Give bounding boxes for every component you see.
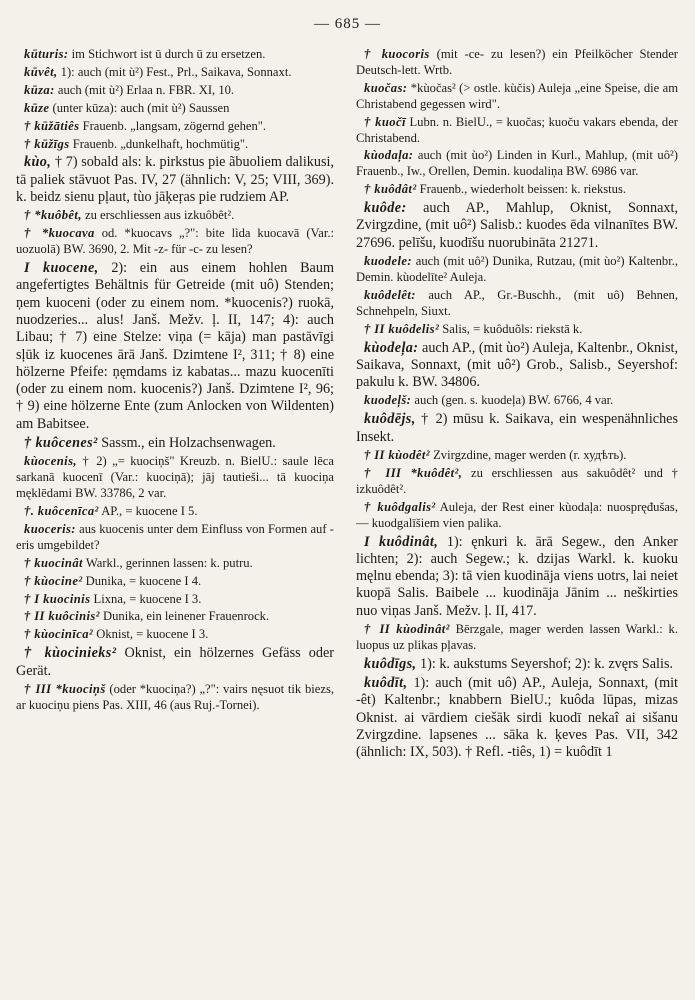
dictionary-entry <box>16 119 334 135</box>
entry-headword: † II kùodinât² <box>364 621 450 636</box>
entry-headword: kuodeļš: <box>364 393 412 408</box>
dictionary-entry <box>16 65 334 81</box>
entry-headword: † I kuocinis <box>24 591 91 606</box>
entry-text: 1): ęnkuri k. ārā Segew., den Anker lichten; 2): auch Segew.; k. dzijas Warkl. k. kuoku męlnu ebenda; 3): tā vien kuodināja viens uotrs, lai neiet kuopā Salis. Baibele ... kuodināja Jānim ... neškirties nuo viņas Janš. Mežv. ļ. II, 417. <box>356 533 678 619</box>
entry-text: Lixna, = kuocene I 3. <box>90 591 202 606</box>
entry-headword: kuočas: <box>364 80 408 95</box>
dictionary-entry <box>356 340 678 392</box>
dictionary-entry <box>16 154 334 206</box>
dictionary-entry <box>16 522 334 554</box>
entry-headword: I kuocene, <box>24 260 99 277</box>
dictionary-entry <box>16 260 334 433</box>
dictionary-entry <box>356 500 678 532</box>
entry-text: Warkl., gerinnen lassen: k. putru. <box>82 555 253 570</box>
entry-headword: kuôdīgs, <box>364 655 417 672</box>
dictionary-entry <box>356 254 678 286</box>
dictionary-entry <box>356 148 678 180</box>
entry-headword: † II kuôdelis² <box>364 321 440 336</box>
entry-headword: I kuôdinât, <box>364 533 439 550</box>
entry-text: auch (gen. s. kuodeļa) BW. 6766, 4 var. <box>411 393 614 408</box>
entry-text: zu erschliessen aus izkuôbêt². <box>81 208 235 223</box>
entry-text: (oder *kuociņa?) „?": vairs nęsuot tik biezs, ar kuociņu piens Pas. XIII, 46 (aus Ruj.-Tornei). <box>16 681 334 712</box>
entry-headword: kùocenis, <box>24 454 77 469</box>
entry-headword: kūvêt, <box>24 64 58 79</box>
page-number: — 685 — <box>314 16 381 32</box>
dictionary-entry <box>356 656 678 673</box>
entry-text: † 2) mūsu k. Saikava, ein wespenähnliches Insekt. <box>356 411 678 445</box>
left-column <box>16 47 334 992</box>
entry-headword: † II kuôcinis² <box>24 609 100 624</box>
dictionary-entry <box>16 574 334 590</box>
entry-headword: † kuocinât <box>24 555 83 570</box>
dictionary-entry <box>356 622 678 654</box>
dictionary-entry <box>16 208 334 224</box>
entry-text: auch (mit uô²) Dunika, Rutzau, (mit ùo²) Kaltenbr., Demin. kùodelīte² Auleja. <box>356 254 678 284</box>
entry-headword: † kuočī <box>364 114 406 129</box>
entry-headword: † kūžīgs <box>24 136 70 151</box>
dictionary-entry <box>16 454 334 502</box>
entry-headword: kuôdējs, <box>364 411 416 428</box>
entry-text: auch (mit ùo²) Linden in Kurl., Mahlup, (mit uô²) Frauenb., Iw., Orellen, Demin. kuodaliņa BW. 6986 var. <box>356 148 678 179</box>
entry-text: Auleja, der Rest einer kùodaļa: nuospręđušas, — kuodgalīšiem vien palika. <box>356 499 678 530</box>
dictionary-entry <box>16 435 334 452</box>
entry-text: Lubn. n. BielU., = kuočas; kuoču vakars ebenda, der Christabend. <box>356 114 678 145</box>
entry-headword: kùodaļa: <box>364 148 414 163</box>
entry-headword: † kuôcenes² <box>24 435 98 452</box>
dictionary-entry <box>356 288 678 320</box>
dictionary-entry <box>356 393 678 409</box>
dictionary-entry <box>16 101 334 117</box>
entry-text: Oknist, = kuocene I 3. <box>93 627 209 642</box>
entry-headword: kuôde: <box>364 200 407 217</box>
entry-headword: † kùocine² <box>24 573 83 588</box>
entry-text: Sassm., ein Holzachsenwagen. <box>97 435 276 452</box>
entry-headword: † kùocinīca² <box>24 627 94 642</box>
entry-text: Frauenb. „langsam, zögernd gehen". <box>79 118 267 133</box>
entry-headword: † III *kuôdêt², <box>364 465 463 480</box>
entry-headword: kūze <box>24 100 50 115</box>
entry-headword: kùodeļa: <box>364 339 419 356</box>
dictionary-entry <box>16 137 334 153</box>
entry-text: Salis, = kuôduõls: riekstā k. <box>439 321 583 336</box>
dictionary-entry <box>356 182 678 198</box>
entry-text: Dunika, ein leinener Frauenrock. <box>99 609 270 624</box>
entry-text: *kùočas² (> ostle. kùčis) Auleja „eine Speise, die am Christabend gegessen wird". <box>356 80 678 111</box>
entry-headword: † kuôdgalis² <box>364 499 436 514</box>
entry-text: od. *kuocavs „?": bite lìda kuocavā (Var.: uozuolā) BW. 3690, 2. Mit -z- für -c- zu lesen? <box>16 226 334 257</box>
entry-text: † 7) sobald als: k. pirkstus pie ãbuoliem dalikusi, tā paliek stāvuot Pas. IV, 27 (ähnlich: V, 25; VIII, 369). k. beidz sienu pļaut, tùo jāķeŗas pie rudziem AP. <box>16 154 334 206</box>
entry-headword: † kùocinieks² <box>24 645 117 662</box>
dictionary-entry <box>16 504 334 520</box>
dictionary-entry <box>356 466 678 498</box>
right-column <box>356 47 678 992</box>
entry-text: Bērzgale, mager werden lassen Warkl.: k. luopus uz plikas pļavas. <box>356 621 678 652</box>
entry-text: Oknist, ein hölzernes Gefäss oder Gerät. <box>16 645 334 679</box>
dictionary-entry <box>356 534 678 620</box>
entry-headword: kūza: <box>24 82 55 97</box>
entry-text: AP., = kuocene I 5. <box>98 504 198 519</box>
dictionary-entry <box>16 83 334 99</box>
dictionary-entry <box>16 592 334 608</box>
entry-headword: † kuocoris <box>364 47 430 61</box>
entry-text: aus kuocenis unter dem Einfluss von Formen auf -eris umgebildet? <box>16 521 334 552</box>
entry-text: Frauenb. „dunkelhaft, hochmütig". <box>69 136 249 151</box>
entry-text: (unter kūza): auch (mit ù²) Saussen <box>49 100 230 115</box>
entry-headword: † kūžātiês <box>24 118 80 133</box>
dictionary-entry <box>16 226 334 258</box>
dictionary-entry <box>16 556 334 572</box>
entry-headword: † II kùodêt² <box>364 447 430 462</box>
entry-text: auch (mit ù²) Erlaa n. FBR. XI, 10. <box>54 82 235 97</box>
entry-text: 1): auch (mit ù²) Fest., Prl., Saikava, Sonnaxt. <box>57 64 292 79</box>
dictionary-entry <box>16 627 334 643</box>
entry-headword: kūturis: <box>24 47 69 61</box>
entry-text: † 2) „= kuociņš" Kreuzb. n. BielU.: saule lēca sarkanā kuocenī (Var.: kuociņā); jāj tautieši... tā kuociņa męklēdami BW. 33786, 2 var. <box>16 454 334 501</box>
entry-text: auch AP., Gr.-Buschh., (mit uô) Behnen, Schnehpeln, Siuxt. <box>356 287 678 318</box>
entry-headword: † kuôdât² <box>364 182 417 197</box>
entry-text: 2): ein aus einem hohlen Baum angefertigtes Behältnis für Getreide (mit uô) Stenden; ņem kuoceni (oder zu einem nom. *kuocenis?) ruokā, nuodzeries... alus! Janš. Mežv. ļ. II, 147; 4): auch Libau; † 7) eine Stelze: viņa (= kāja) man pastāvīgi sļūk iz kuocenes ārā Janš. Dzimtene I², 311; † 8) eine hölzerne Pfeife: ņęmdams iz kabatas... mazu kuocenīti (oder zu einem nom. kuocenis?) Janš. Dzimtene I², 96; † 9) eine hölzerne Ente (zum Anlocken von Wildenten) am Babitsee. <box>16 260 334 432</box>
dictionary-entry <box>356 448 678 464</box>
entry-text: 1): k. aukstums Seyershof; 2): k. zvęrs Salis. <box>416 655 674 672</box>
dictionary-entry <box>16 682 334 714</box>
entry-text: (mit -ce- zu lesen?) ein Pfeilköcher Stender Deutsch-lett. Wrtb. <box>356 47 678 77</box>
entry-headword: kùo, <box>24 154 52 171</box>
entry-headword: kuoceris: <box>24 521 76 536</box>
entry-headword: † *kuocava <box>24 226 95 241</box>
dictionary-entry <box>356 115 678 147</box>
entry-text: auch AP., Mahlup, Oknist, Sonnaxt, Zvirgzdine, (mit uô²) Salisb.: kuodes ēda vilnanītes BW. 27696. pelīšu, kuodīšu nuorubināta 21271. <box>356 200 678 251</box>
entry-headword: † *kuôbêt, <box>24 208 82 223</box>
dictionary-entry <box>16 609 334 625</box>
entry-headword: † III *kuociņš <box>24 681 106 696</box>
entry-headword: kuôdelêt: <box>364 287 416 302</box>
entry-text: Zvirgzdine, mager werden (r. худѣть). <box>429 447 627 462</box>
entry-text: 1): auch (mit uô) AP., Auleja, Sonnaxt, (mit -êt) Kaltenbr.; knabbern BielU.; kuôda lūpas, mizas Oknist. ai vārdiem ciešāk sirdi kuodī nekaî ai sišanu Zvirgzdine. lapsenes ... sāka k. ķeves Pas. VII, 342 (ähnlich: IX, 503). † Refl. -tiês, 1) = kuôdīt 1 <box>356 675 678 761</box>
dictionary-entry <box>356 675 678 761</box>
dictionary-entry <box>356 322 678 338</box>
entry-text: zu erschliessen aus sakuôdêt² und † izkuôdêt². <box>356 465 678 496</box>
entry-text: auch AP., (mit ùo²) Auleja, Kaltenbr., Oknist, Saikava, Sonnaxt, (mit uô²) Grob., Salisb., Seyershof: pakulu k. BW. 34806. <box>356 339 678 391</box>
entry-text: Dunika, = kuocene I 4. <box>82 573 202 588</box>
entry-text: im Stichwort ist ū durch ū zu ersetzen. <box>68 47 266 61</box>
dictionary-entry <box>356 47 678 79</box>
entry-headword: kuôdīt, <box>364 675 408 692</box>
dictionary-entry <box>16 645 334 680</box>
dictionary-entry <box>16 47 334 63</box>
entry-headword: kuodele: <box>364 254 412 269</box>
entry-headword: †. kuôcenīca² <box>24 504 99 519</box>
dictionary-entry <box>356 200 678 252</box>
entry-text: Frauenb., wiederholt beissen: k. riekstus. <box>416 182 627 197</box>
dictionary-entry <box>356 81 678 113</box>
dictionary-entry <box>356 411 678 446</box>
